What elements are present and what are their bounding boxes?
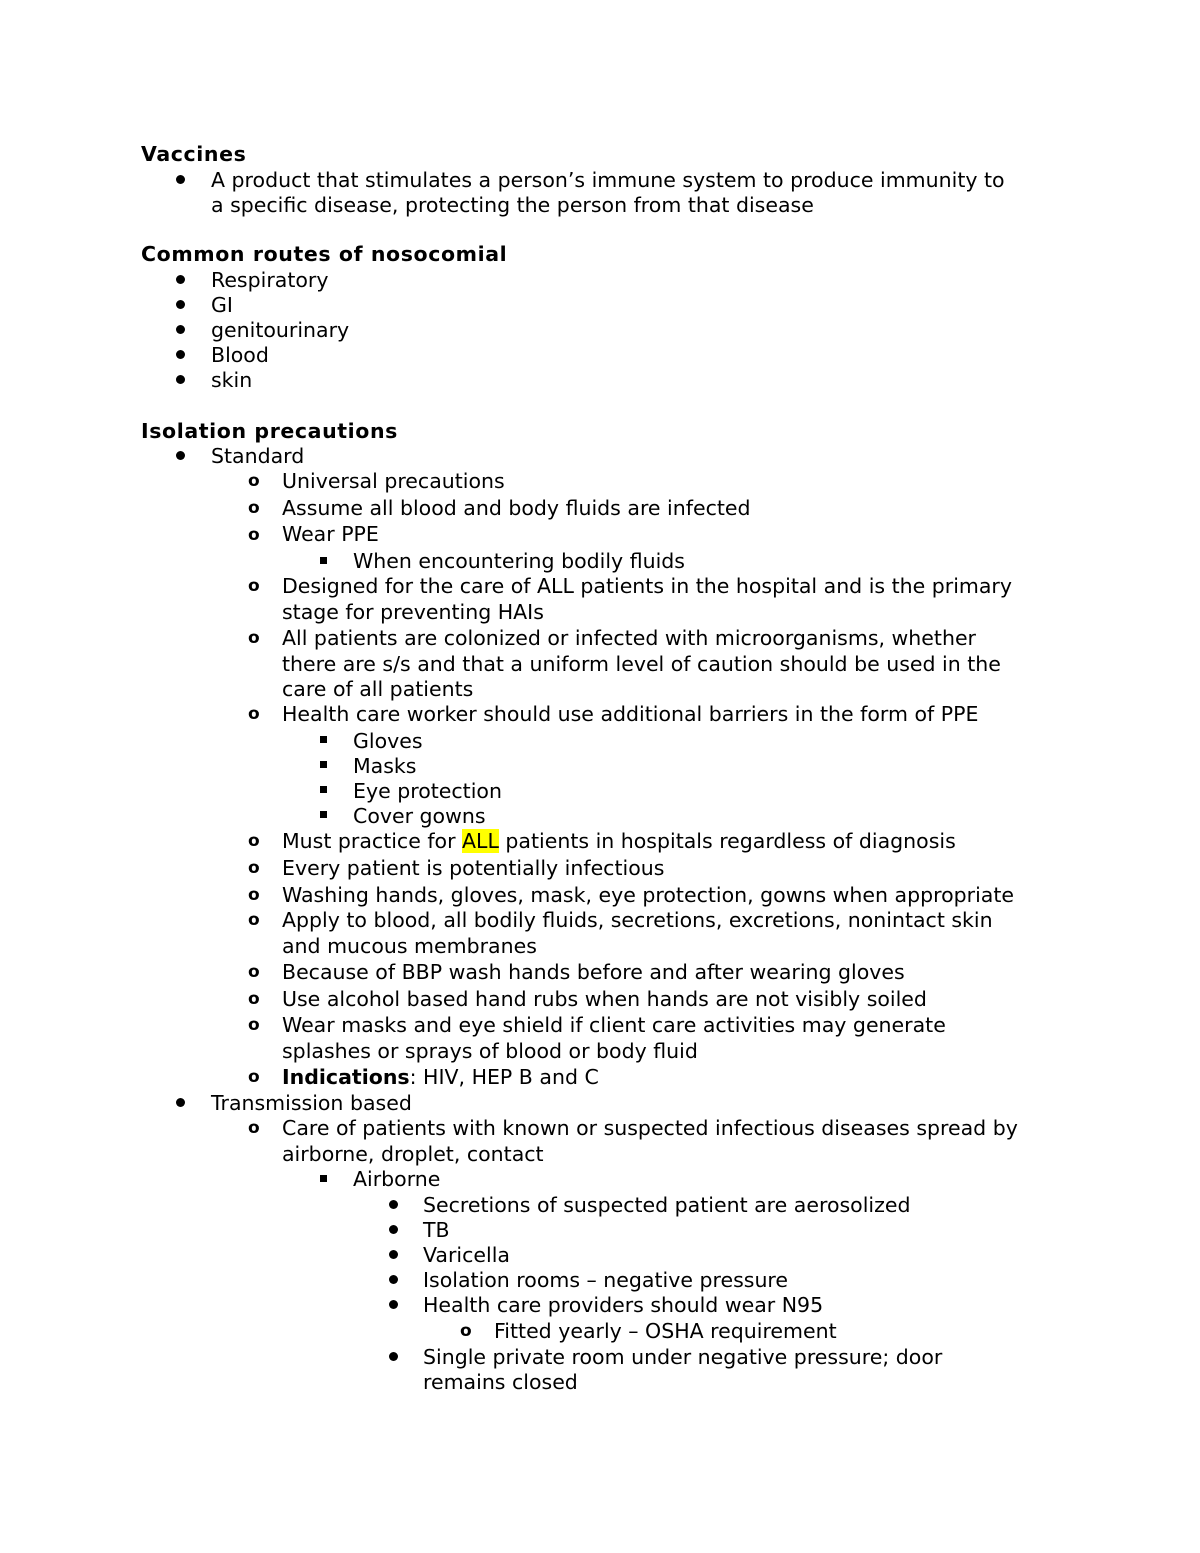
bullet-square	[320, 761, 327, 768]
list-item: Care of patients with known or suspected infectious diseases spread by	[282, 1116, 1018, 1140]
list-item: Designed for the care of ALL patients in the hospital and is the primary	[282, 574, 1012, 598]
list-item: Single private room under negative pressure; door	[423, 1345, 943, 1369]
bullet-circle: o	[248, 498, 260, 518]
list-item: Wear PPE	[282, 522, 379, 546]
bullet-disc	[176, 175, 185, 184]
bullet-circle: o	[248, 576, 260, 596]
bullet-circle: o	[460, 1321, 472, 1341]
highlighted-text: ALL	[462, 829, 499, 853]
list-item-standard: Standard	[211, 444, 305, 468]
bullet-circle: o	[248, 962, 260, 982]
vaccines-definition-line2: a specific disease, protecting the person from that disease	[211, 193, 814, 217]
bullet-disc	[176, 350, 185, 359]
heading-vaccines: Vaccines	[141, 142, 247, 166]
bullet-disc	[176, 275, 185, 284]
bullet-circle: o	[248, 910, 260, 930]
list-item: Washing hands, gloves, mask, eye protection, gowns when appropriate	[282, 883, 1014, 907]
list-item: Isolation rooms – negative pressure	[423, 1268, 789, 1292]
bullet-disc	[176, 375, 185, 384]
bullet-disc	[389, 1352, 398, 1361]
list-item: Fitted yearly – OSHA requirement	[494, 1319, 837, 1343]
bullet-disc	[389, 1200, 398, 1209]
list-item-continuation: there are s/s and that a uniform level of caution should be used in the	[282, 652, 1001, 676]
bullet-circle: o	[248, 858, 260, 878]
bullet-disc	[176, 1098, 185, 1107]
list-item: Blood	[211, 343, 269, 367]
list-item: Wear masks and eye shield if client care activities may generate	[282, 1013, 946, 1037]
heading-common-routes: Common routes of nosocomial	[141, 242, 508, 266]
list-item: When encountering bodily fluids	[353, 549, 685, 573]
bullet-circle: o	[248, 1067, 260, 1087]
bullet-disc	[389, 1225, 398, 1234]
list-item: skin	[211, 368, 253, 392]
list-item	[282, 831, 956, 852]
list-item: TB	[423, 1218, 450, 1242]
bullet-square	[320, 786, 327, 793]
list-item: Secretions of suspected patient are aerosolized	[423, 1193, 911, 1217]
bullet-circle: o	[248, 1118, 260, 1138]
list-item: GI	[211, 293, 233, 317]
list-item-transmission-based: Transmission based	[211, 1091, 412, 1115]
list-item-continuation: airborne, droplet, contact	[282, 1142, 544, 1166]
bullet-disc	[176, 300, 185, 309]
indications-text: : HIV, HEP B and C	[409, 1065, 599, 1089]
practice-text-post: patients in hospitals regardless of diagnosis	[498, 829, 956, 853]
indications-label: Indications	[282, 1065, 410, 1089]
list-item: Gloves	[353, 729, 423, 753]
list-item: Assume all blood and body fluids are infected	[282, 496, 751, 520]
list-item-continuation: remains closed	[423, 1370, 578, 1394]
list-item: Universal precautions	[282, 469, 505, 493]
list-item-continuation: care of all patients	[282, 677, 474, 701]
vaccines-definition-line1: A product that stimulates a person’s immune system to produce immunity to	[211, 168, 1005, 192]
list-item-indications	[282, 1067, 599, 1088]
list-item: Every patient is potentially infectious	[282, 856, 665, 880]
bullet-square	[320, 736, 327, 743]
list-item: Varicella	[423, 1243, 510, 1267]
bullet-circle: o	[248, 471, 260, 491]
bullet-circle: o	[248, 525, 260, 545]
list-item: Cover gowns	[353, 804, 486, 828]
bullet-disc	[389, 1250, 398, 1259]
bullet-circle: o	[248, 885, 260, 905]
bullet-disc	[176, 325, 185, 334]
list-item: Masks	[353, 754, 417, 778]
bullet-circle: o	[248, 1015, 260, 1035]
practice-text-pre: Must practice for	[282, 829, 463, 853]
heading-isolation-precautions: Isolation precautions	[141, 419, 398, 443]
bullet-circle: o	[248, 989, 260, 1009]
bullet-square	[320, 811, 327, 818]
list-item: Health care worker should use additional barriers in the form of PPE	[282, 702, 979, 726]
list-item-continuation: and mucous membranes	[282, 934, 537, 958]
list-item: Apply to blood, all bodily fluids, secretions, excretions, nonintact skin	[282, 908, 993, 932]
list-item: All patients are colonized or infected with microorganisms, whether	[282, 626, 976, 650]
list-item: Eye protection	[353, 779, 502, 803]
bullet-circle: o	[248, 628, 260, 648]
list-item: Use alcohol based hand rubs when hands are not visibly soiled	[282, 987, 927, 1011]
list-item: Health care providers should wear N95	[423, 1293, 824, 1317]
bullet-disc	[176, 451, 185, 460]
bullet-square	[320, 557, 327, 564]
bullet-circle: o	[248, 704, 260, 724]
bullet-square	[320, 1175, 327, 1182]
list-item-continuation: splashes or sprays of blood or body fluid	[282, 1039, 698, 1063]
list-item: genitourinary	[211, 318, 350, 342]
list-item: Because of BBP wash hands before and after wearing gloves	[282, 960, 905, 984]
bullet-circle: o	[248, 831, 260, 851]
list-item: Respiratory	[211, 268, 329, 292]
bullet-disc	[389, 1275, 398, 1284]
list-item-airborne: Airborne	[353, 1167, 441, 1191]
bullet-disc	[389, 1300, 398, 1309]
list-item-continuation: stage for preventing HAIs	[282, 600, 544, 624]
